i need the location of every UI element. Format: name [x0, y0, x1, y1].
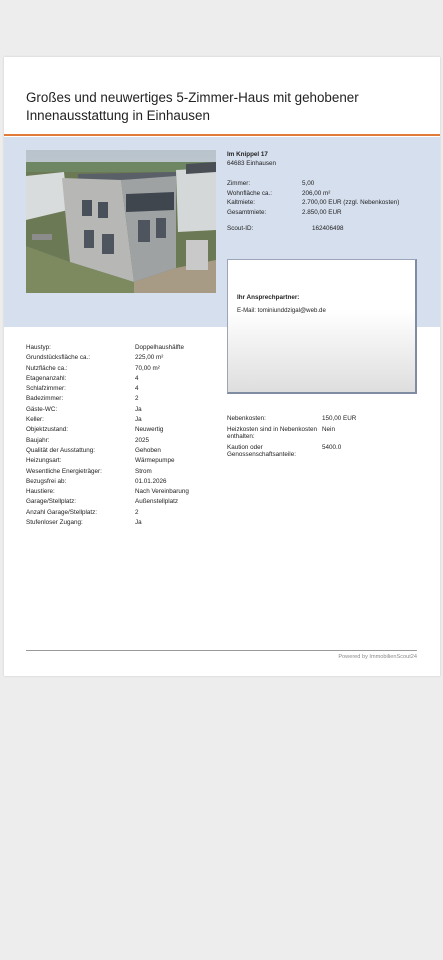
footer-divider	[26, 650, 417, 651]
scout-id-row	[227, 224, 344, 234]
detail-label: Anzahl Garage/Stellplatz:	[26, 508, 98, 516]
detail-row	[26, 436, 215, 446]
cost-row	[227, 444, 356, 459]
summary-value: 2.700,00 EUR (zzgl. Nebenkosten)	[302, 199, 400, 206]
detail-row	[26, 384, 215, 394]
detail-value: Ja	[135, 416, 142, 424]
cost-label: Heizkosten sind in Nebenkosten enthalten:	[227, 425, 317, 440]
detail-row	[26, 467, 215, 477]
detail-value: 2	[135, 508, 139, 516]
title-line-1: Großes und neuwertiges 5-Zimmer-Haus mit gehobener	[26, 90, 359, 105]
summary-label: Zimmer:	[227, 180, 251, 187]
detail-label: Objektzustand:	[26, 426, 69, 434]
detail-row	[26, 415, 215, 425]
summary-label: Kaltmiete:	[227, 199, 255, 206]
address-city: 64683 Einhausen	[227, 160, 277, 167]
property-photo	[26, 150, 216, 293]
contact-email[interactable]: E-Mail: tominiunddzigal@web.de	[237, 307, 326, 314]
contact-heading: Ihr Ansprechpartner:	[237, 294, 300, 301]
detail-label: Badezimmer:	[26, 395, 64, 403]
detail-label: Keller:	[26, 416, 44, 424]
cost-row	[227, 415, 356, 423]
expose-page	[4, 57, 440, 676]
detail-label: Etagenanzahl:	[26, 374, 67, 382]
detail-row	[26, 508, 215, 518]
powered-by: Powered by ImmobilienScout24	[338, 654, 417, 660]
scout-id-label: Scout-ID:	[227, 225, 254, 232]
detail-label: Garage/Stellplatz:	[26, 498, 77, 506]
title-divider	[4, 134, 440, 136]
detail-row	[26, 487, 215, 497]
detail-label: Schlafzimmer:	[26, 385, 66, 393]
detail-row	[26, 477, 215, 487]
cost-label: Kaution oder Genossenschaftsanteile:	[227, 443, 296, 458]
detail-value: Ja	[135, 405, 142, 413]
detail-label: Wesentliche Energieträger:	[26, 467, 102, 475]
detail-label: Heizungsart:	[26, 457, 62, 465]
detail-label: Bezugsfrei ab:	[26, 477, 67, 485]
detail-value: Nach Vereinbarung	[135, 488, 189, 496]
summary-block	[227, 179, 399, 217]
cost-value: 5400.0	[322, 443, 342, 451]
detail-value: 225,00 m²	[135, 354, 164, 362]
detail-value: Ja	[135, 519, 142, 527]
detail-value: Wärmepumpe	[135, 457, 175, 465]
detail-row	[26, 446, 215, 456]
details-list	[26, 343, 215, 528]
cost-value: Nein	[322, 425, 335, 433]
detail-row	[26, 497, 215, 507]
address-street: Im Knippel 17	[227, 151, 268, 158]
detail-value: 2	[135, 395, 139, 403]
detail-label: Haustyp:	[26, 344, 51, 351]
detail-label: Stufenloser Zugang:	[26, 519, 83, 527]
summary-row	[227, 208, 399, 218]
detail-row	[26, 425, 215, 435]
contact-box	[227, 259, 417, 394]
summary-row	[227, 179, 399, 189]
detail-value: 4	[135, 374, 139, 382]
detail-row	[26, 374, 215, 384]
title-line-2: Innenausstattung in Einhausen	[26, 108, 210, 123]
summary-label: Wohnfläche ca.:	[227, 189, 273, 197]
detail-value: 01.01.2026	[135, 477, 167, 485]
detail-value: Doppelhaushälfte	[135, 344, 185, 351]
summary-value: 5,00	[302, 180, 315, 187]
detail-value: 70,00 m²	[135, 364, 160, 372]
detail-label: Grundstücksfläche ca.:	[26, 354, 91, 362]
detail-value: 4	[135, 385, 139, 393]
detail-label: Nutzfläche ca.:	[26, 364, 68, 372]
detail-row	[26, 353, 215, 363]
detail-row	[26, 405, 215, 415]
summary-label: Gesamtmiete:	[227, 208, 267, 216]
detail-label: Haustiere:	[26, 488, 55, 496]
detail-row	[26, 364, 215, 374]
detail-value: Außenstellplatz	[135, 498, 179, 506]
address-block	[227, 150, 276, 168]
cost-row	[227, 426, 356, 441]
detail-label: Qualität der Ausstattung:	[26, 446, 95, 454]
detail-label: Baujahr:	[26, 436, 50, 444]
detail-row	[26, 343, 215, 353]
cost-label: Nebenkosten:	[227, 415, 266, 422]
costs-list	[227, 415, 356, 462]
summary-row	[227, 198, 399, 208]
cost-value: 150,00 EUR	[322, 415, 357, 422]
detail-value: 2025	[135, 436, 150, 444]
detail-row	[26, 394, 215, 404]
scout-id-value: 162406498	[312, 225, 344, 232]
detail-row	[26, 456, 215, 466]
summary-row	[227, 189, 399, 199]
detail-row	[26, 518, 215, 528]
detail-value: Gehoben	[135, 446, 161, 454]
summary-value: 206,00 m²	[302, 189, 331, 197]
detail-label: Gäste-WC:	[26, 405, 58, 413]
listing-title	[26, 89, 406, 125]
detail-value: Neuwertig	[135, 426, 164, 434]
detail-value: Strom	[135, 467, 152, 475]
summary-value: 2.850,00 EUR	[302, 208, 342, 216]
